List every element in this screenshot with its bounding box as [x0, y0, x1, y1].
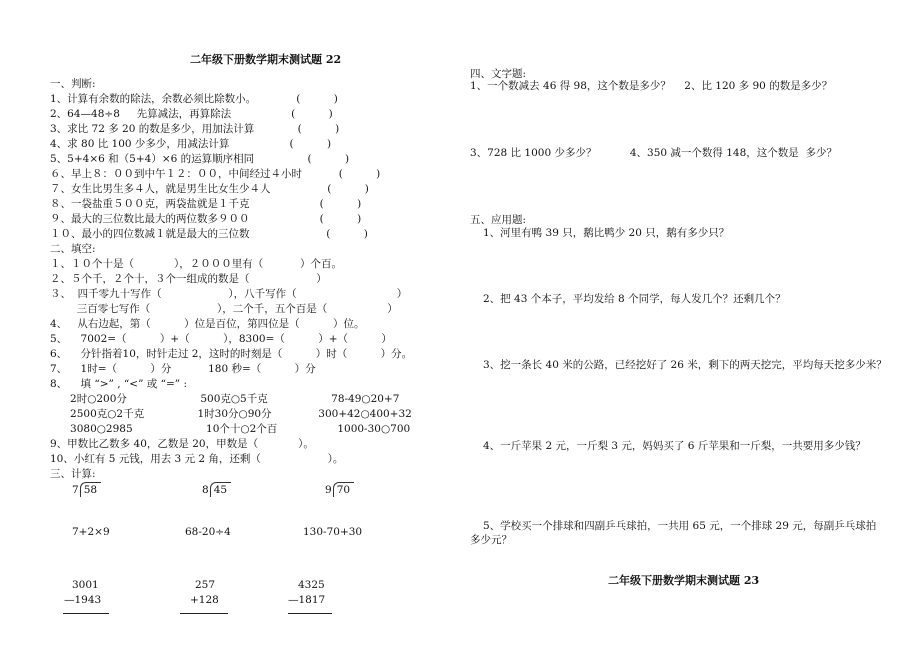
judge-q7: ７、女生比男生多４人，就是男生比女生少４人 ( ): [50, 183, 369, 195]
judge-q10: １０、最小的四位数减１就是最大的三位数 ( ): [50, 228, 368, 240]
fill-q6: 6、 分针指着10，时针走过 2，这时的时刻是（ ）时（ ）分。: [50, 348, 413, 360]
section4-heading: 四、文字题:: [470, 68, 527, 80]
worksheet-title-23: 二年级下册数学期末测试题 23: [608, 574, 760, 587]
expression-3: 130-70+30: [303, 526, 363, 538]
judge-q2: 2、64—48÷8 先算减法，再算除法 ( ): [50, 108, 333, 120]
judge-q9: ９、最大的三位数比最大的两位数多９００ ( ): [50, 213, 362, 225]
word-q1: 1、河里有鸭 39 只，鹅比鸭少 20 只，鹅有多少只？: [483, 227, 730, 239]
vertical-2-bottom: +128: [190, 594, 219, 606]
text-q1-2: 1、一个数减去 46 得 98，这个数是多少？ 2、比 120 多 90 的数是多少？: [470, 80, 833, 92]
section2-heading: 二、填空:: [50, 243, 96, 255]
worksheet-title-22: 二年级下册数学期末测试题 22: [190, 53, 342, 66]
section3-heading: 三、计算:: [50, 468, 96, 480]
fill-q3b: 三百零七写作（ ），二个千，五个百是（ ）: [50, 303, 398, 315]
fill-q1: １、１０个十是（ ），２０００里有（ ）个百。: [50, 258, 343, 270]
fill-q7: 7、 1时=（ ）分 180 秒=（ ）分: [50, 363, 316, 375]
expression-1: 7+2×9: [72, 526, 110, 538]
judge-q5: 5、5+4×6 和（5+4）×6 的运算顺序相同 ( ): [50, 153, 350, 165]
section5-heading: 五、应用题:: [470, 214, 527, 226]
fill-q10: 10、小红有 5 元钱，用去 3 元 2 角，还剩（ ）。: [50, 453, 344, 465]
word-q5-line1: 5、学校买一个排球和四副乒乓球拍，一共用 65 元，一个排球 29 元，每副乒乓球拍: [483, 520, 877, 532]
fill-q4: 4、 从右边起，第（ ）位是百位，第四位是（ ）位。: [50, 318, 365, 330]
compare-row3: 3080○2985 10个十○2个百 1000-30○700: [50, 423, 411, 435]
vertical-3-top: 4325: [298, 579, 325, 591]
vertical-1-bottom: —1943: [64, 594, 102, 606]
expression-2: 68-20÷4: [185, 526, 231, 538]
text-q3-4: 3、728 比 1000 少多少？ 4、350 减一个数得 148，这个数是 多少？: [470, 147, 837, 159]
fill-q3a: ３、 四千零九十写作（ ），八千写作（ ）: [50, 288, 408, 300]
judge-q3: 3、求比 72 多 20 的数是多少，用加法计算 ( ): [50, 123, 340, 135]
fill-q8: 8、 填 “>” , “<” 或 “=” :: [50, 378, 188, 390]
dividend: 58: [80, 482, 101, 497]
divisor: 8: [202, 484, 209, 496]
fill-q9: 9、甲数比乙数多 40，乙数是 20，甲数是（ ）。: [50, 438, 314, 450]
division-problem-3: [325, 482, 354, 496]
judge-q6: ６、早上８：００到中午１２：００，中间经过４小时 ( ): [50, 168, 381, 180]
vertical-3-bottom: —1817: [288, 594, 326, 606]
vertical-2-top: 257: [195, 579, 216, 591]
division-problem-1: [72, 482, 101, 496]
dividend: 45: [210, 482, 231, 497]
vertical-1-rule: [63, 613, 109, 614]
judge-q1: 1、计算有余数的除法，余数必须比除数小。 ( ): [50, 93, 338, 105]
word-q5-line2: 多少元？: [470, 534, 512, 546]
word-q3: 3、挖一条长 40 米的公路，已经挖好了 26 米，剩下的两天挖完，平均每天挖多少米？: [483, 359, 887, 371]
word-q2: 2、把 43 个本子，平均发给 8 个同学，每人发几个？还剩几个？: [483, 293, 786, 305]
section1-heading: 一、判断:: [50, 78, 96, 90]
divisor: 7: [72, 484, 79, 496]
compare-row1: 2时○200分 500克○5千克 78-49○20+7: [50, 393, 400, 405]
fill-q5: 5、 7002=（ ）+（ ），8300=（ ）+（ ）: [50, 333, 392, 345]
vertical-1-top: 3001: [72, 579, 99, 591]
division-problem-2: [202, 482, 231, 496]
dividend: 70: [333, 482, 354, 497]
divisor: 9: [325, 484, 332, 496]
fill-q2: ２、５个千，２个十，３个一组成的数是（ ）: [50, 273, 327, 285]
compare-row2: 2500克○2千克 1时30分○90分 300+42○400+32: [50, 408, 412, 420]
word-q4: 4、一斤苹果 2 元，一斤梨 3 元，妈妈买了 6 斤苹果和一斤梨，一共要用多少钱？: [483, 440, 866, 452]
judge-q8: ８、一袋盐重５００克，两袋盐就是１千克 ( ): [50, 198, 362, 210]
vertical-2-rule: [180, 613, 228, 614]
vertical-3-rule: [288, 613, 332, 614]
judge-q4: 4、求 80 比 100 少多少，用减法计算 ( ): [50, 138, 332, 150]
